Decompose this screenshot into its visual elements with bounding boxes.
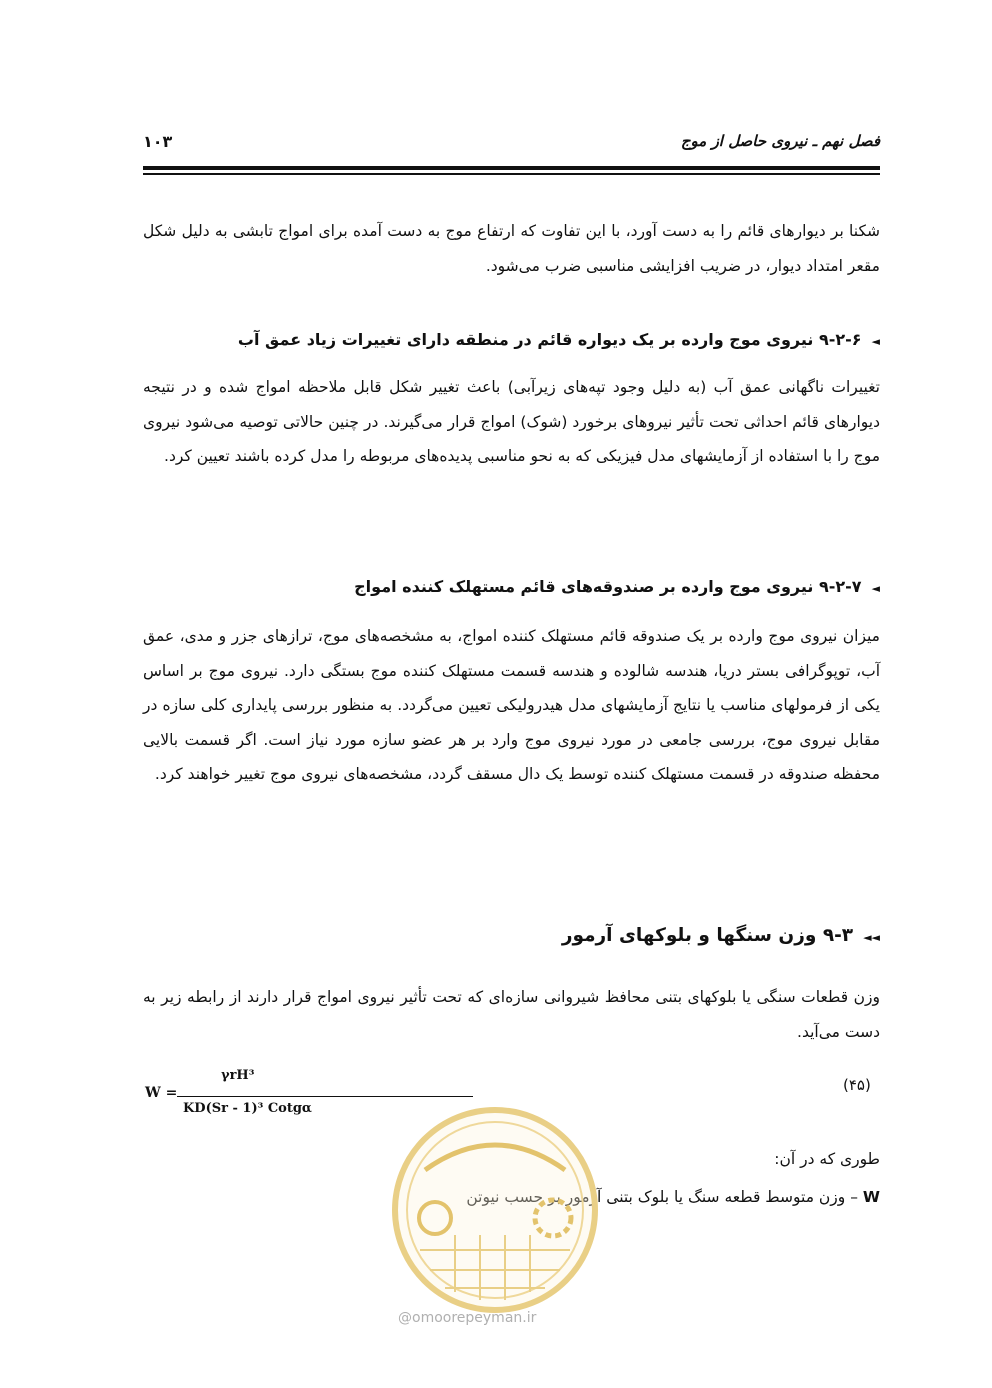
section-3-heading [143,925,880,946]
watermark-logo-icon [385,1100,605,1340]
triangle-marker-icon: ◄ [871,582,880,595]
formula-denominator: KD(Sr - 1)³ Cotgα [183,1101,312,1116]
definition-text: – وزن متوسط قطعه سنگ یا بلوک بتنی آرمور بر حسب نیوتن [466,1188,863,1206]
section-7-heading [143,577,880,596]
page-header [143,128,880,158]
definition-symbol: W [862,1188,880,1206]
section-6-title: ۹-۲-۶ نیروی موج وارده بر یک دیواره قائم در منطقه دارای تغییرات زیاد عمق آب [237,330,862,349]
double-triangle-marker-icon: ◄◄ [863,931,880,944]
formula-numerator: γrH³ [221,1068,255,1083]
section-7-title: ۹-۲-۷ نیروی موج وارده بر صندوقه‌های قائم مستهلک کننده امواج [354,577,862,596]
page-number: ۱۰۳ [143,132,173,151]
triangle-marker-icon: ◄ [871,335,880,348]
where-text: طوری که در آن: [774,1150,880,1168]
intro-paragraph: شکنا بر دیوارهای قائم را به دست آورد، با این تفاوت که ارتفاع موج به دست آمده برای امواج تابشی به دلیل شکل مقعر امتداد دیوار، در ضریب افزایشی مناسبی ضرب می‌شود. [143,222,880,275]
formula-lhs: W = [145,1085,178,1101]
section-7-body: میزان نیروی موج وارده بر یک صندوقه قائم مستهلک کننده امواج، به مشخصه‌های موج، ترازهای جزر و مدی، عمق آب، توپوگرافی بستر دریا، هندسه شالوده و هندسه قسمت مستهلک کننده موج بستگی دارد. نیروی موج بر اساس یکی از فرمولهای مناسب یا نتایج آزمایشهای مدل هیدرولیکی تعیین می‌گردد. به منظور بررسی پایداری کلی سازه در مقابل نیروی موج، بررسی جامعی در مورد نیروی موج وارد بر هر عضو سازه مورد نیاز است. اگر قسمت بالایی محفظه صندوقه در قسمت مستهلک کننده توسط یک دال مسقف گردد، مشخصه‌های نیروی موج تغییر خواهند کرد. [143,627,880,783]
equation-number: (۴۵) [843,1076,871,1094]
watermark-url: @omoorepeyman.ir [398,1310,537,1326]
header-rule-thin [143,173,880,175]
header-rule-thick [143,166,880,170]
weight-formula [143,1068,343,1128]
section-6-heading [143,330,880,349]
fraction-bar [177,1096,473,1097]
section-6-body: تغییرات ناگهانی عمق آب (به دلیل وجود تپه‌های زیرآبی) باعث تغییر شکل قابل ملاحظه امواج شده و در نتیجه دیوارهای قائم احداثی تحت تأثیر نیروهای برخورد (شوک) امواج قرار می‌گیرند. در چنین حالاتی توصیه می‌شود نیروی موج را با استفاده از آزمایشهای مدل فیزیکی که به نحو مناسبی پدیده‌های مربوطه را مدل کرده باشند تعیین کرد. [143,378,880,465]
chapter-title: فصل نهم ـ نیروی حاصل از موج [680,132,880,150]
section-3-body: وزن قطعات سنگی یا بلوکهای بتنی محافظ شیروانی سازه‌ای که تحت تأثیر نیروی امواج قرار دارند از رابطه زیر به دست می‌آید. [143,988,880,1041]
section-3-title: ۹-۳ وزن سنگها و بلوکهای آرمور [561,925,854,946]
